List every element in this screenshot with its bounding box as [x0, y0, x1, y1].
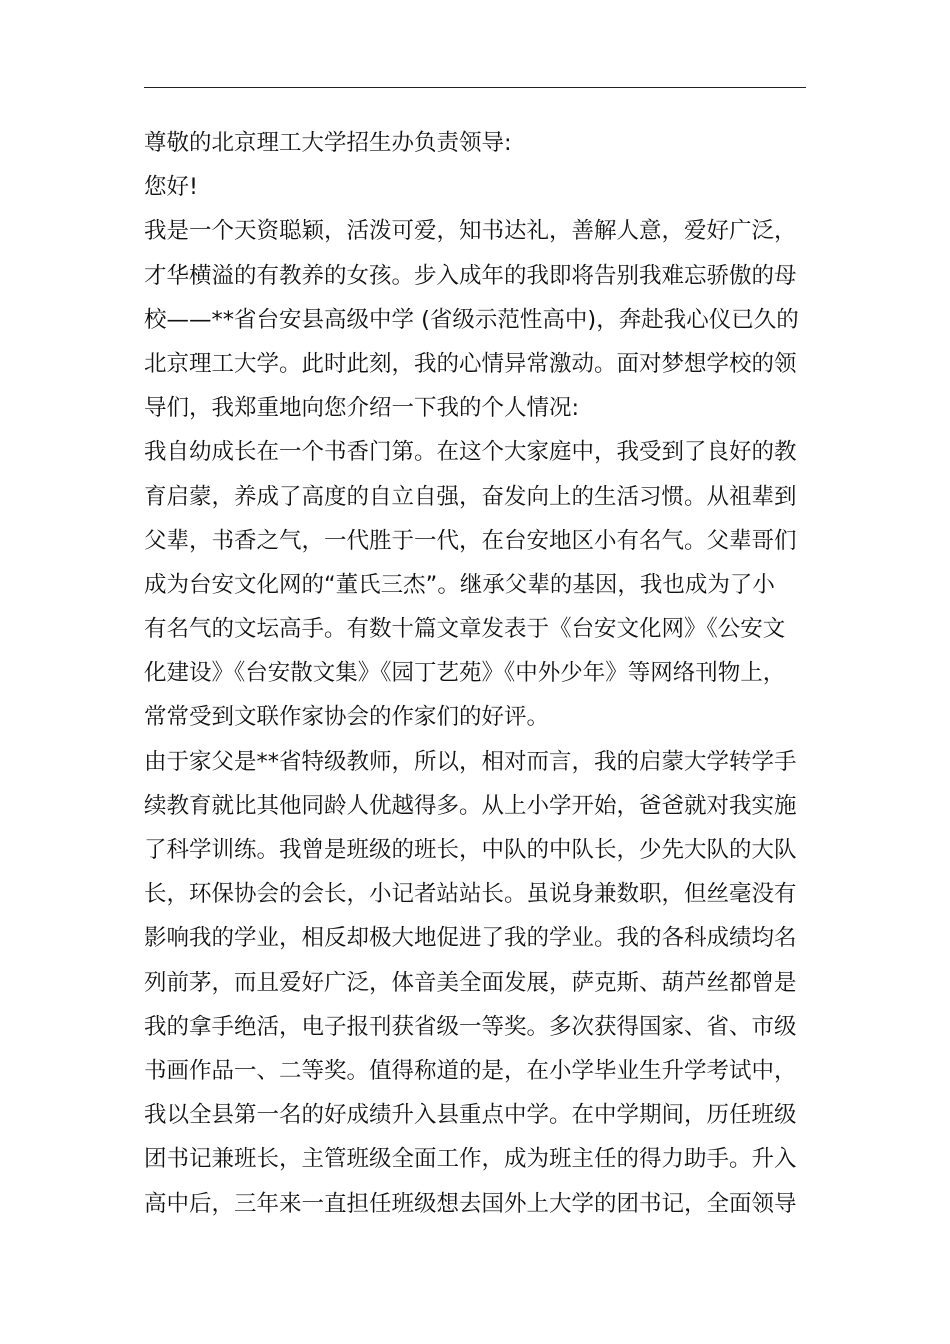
text-line: 我自幼成长在一个书香门第。在这个大家庭中，我受到了良好的教	[144, 439, 797, 466]
letter-body	[144, 121, 824, 1226]
text-line: 了科学训练。我曾是班级的班长，中队的中队长，少先大队的大队	[144, 837, 797, 863]
text-line: 长，环保协会的会长，小记者站站长。虽说身兼数职，但丝毫没有	[144, 881, 797, 908]
header-rule	[144, 87, 806, 88]
text-line: 续教育就比其他同龄人优越得多。从上小学开始，爸爸就对我实施	[144, 792, 797, 819]
text-line: 我以全县第一名的好成绩升入县重点中学。在中学期间，历任班级	[144, 1102, 797, 1129]
text-line: 高中后，三年来一直担任班级想去国外上大学的团书记，全面领导	[144, 1190, 797, 1217]
text-line: 影响我的学业，相反却极大地促进了我的学业。我的各科成绩均名	[144, 925, 797, 952]
text-line: 父辈，书香之气，一代胜于一代，在台安地区小有名气。父辈哥们	[144, 527, 797, 554]
text-line: 导们，我郑重地向您介绍一下我的个人情况:	[144, 395, 580, 422]
text-line: 化建设》《台安散文集》《园丁艺苑》《中外少年》等网络刊物上，	[144, 660, 786, 687]
text-line: 北京理工大学。此时此刻，我的心情异常激动。面对梦想学校的领	[144, 350, 797, 377]
text-line: 团书记兼班长，主管班级全面工作，成为班主任的得力助手。升入	[144, 1146, 797, 1173]
text-line: 校——**省台安县高级中学 (省级示范性高中)，奔赴我心仪已久的	[144, 306, 799, 333]
greeting: 您好!	[144, 174, 199, 201]
text-line: 有名气的文坛高手。有数十篇文章发表于《台安文化网》《公安文	[144, 616, 786, 643]
text-line: 列前茅，而且爱好广泛，体音美全面发展，萨克斯、葫芦丝都曾是	[144, 969, 797, 996]
text-line: 我的拿手绝活，电子报刊获省级一等奖。多次获得国家、省、市级	[144, 1013, 797, 1040]
text-line: 才华横溢的有教养的女孩。步入成年的我即将告别我难忘骄傲的母	[144, 262, 797, 289]
text-line: 由于家父是**省特级教师，所以，相对而言，我的启蒙大学转学手	[144, 748, 797, 775]
text-line: 成为台安文化网的“董氏三杰”。继承父辈的基因，我也成为了小	[144, 571, 775, 598]
text-line: 书画作品一、二等奖。值得称道的是，在小学毕业生升学考试中，	[144, 1057, 797, 1084]
text-line: 常常受到文联作家协会的作家们的好评。	[144, 704, 550, 731]
text-line: 育启蒙，养成了高度的自立自强，奋发向上的生活习惯。从祖辈到	[144, 483, 797, 510]
salutation: 尊敬的北京理工大学招生办负责领导:	[144, 130, 512, 156]
text-line: 我是一个天资聪颖，活泼可爱，知书达礼，善解人意，爱好广泛，	[144, 218, 797, 245]
